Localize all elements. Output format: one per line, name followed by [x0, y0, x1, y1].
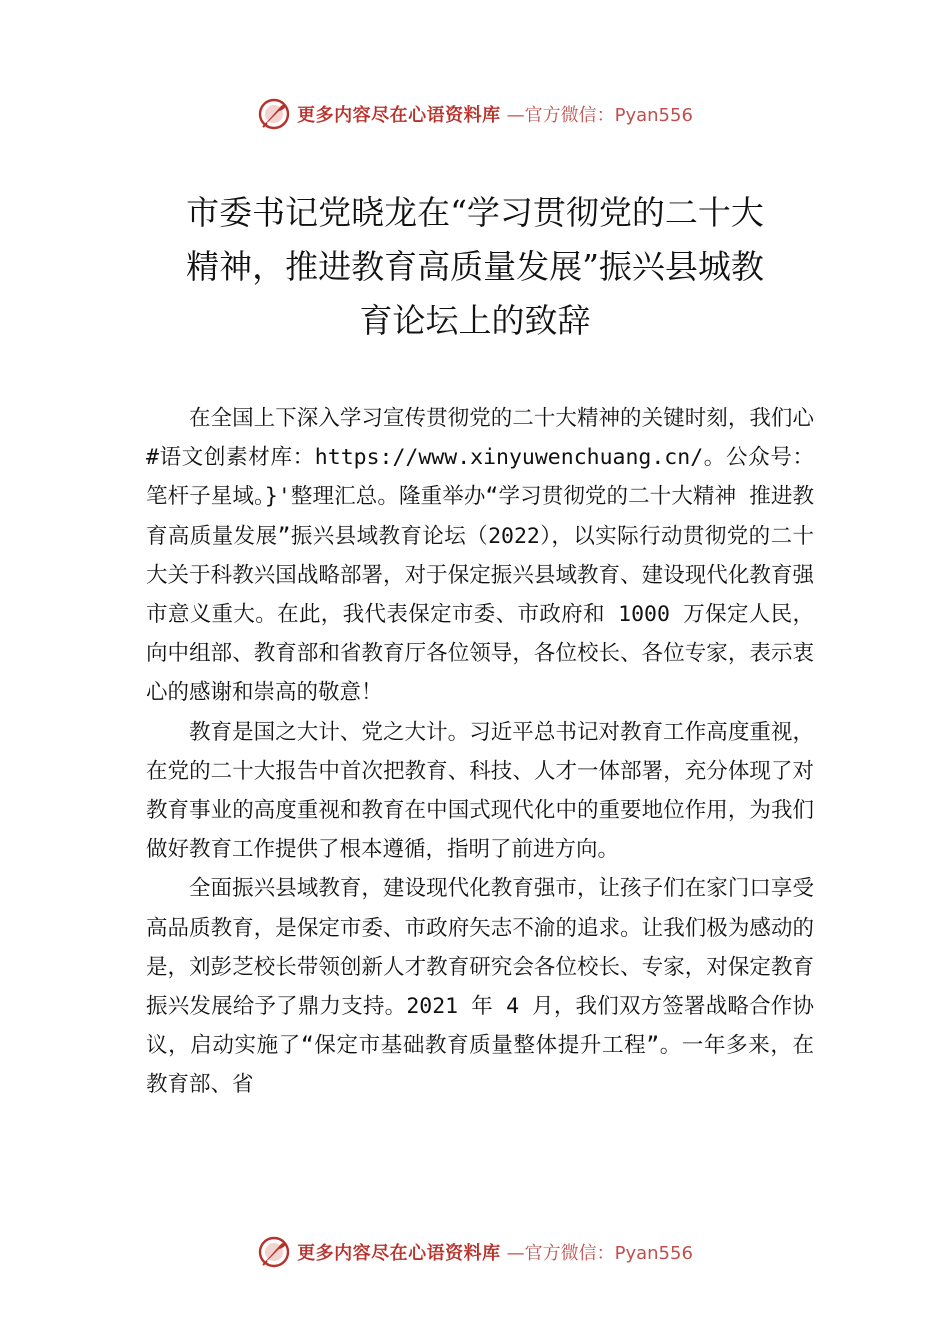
- body-paragraph: 全面振兴县域教育，建设现代化教育强市，让孩子们在家门口享受高品质教育，是保定市委、市政府矢志不渝的追求。让我们极为感动的是，刘彭芝校长带领创新人才教育研究会各位校长、专家，对保定教育振兴发展给予了鼎力支持。2021 年 4 月，我们双方签署战略合作协议，启动实施了“保定市基础教育质量整体提升工程”。一年多来，在教育部、省: [146, 876, 814, 1098]
- quill-circle-logo-icon: [257, 97, 291, 131]
- title-line: 市委书记党晓龙在“学习贯彻党的二十大: [186, 193, 764, 232]
- banner-wechat-text: —官方微信：Pyan556: [506, 105, 693, 126]
- title-line: 育论坛上的致辞: [359, 301, 591, 340]
- body-paragraph: 在全国上下深入学习宣传贯彻党的二十大精神的关键时刻，我们心#语文创素材库：https://www.xinyuwenchuang.cn/。公众号：笔杆子星域。}'整理汇总。隆重举办“学习贯彻党的二十大精神 推进教育高质量发展”振兴县域教育论坛（2022），以实际行动贯彻党的二十大关于科教兴国战略部署，对于保定振兴县域教育、建设现代化教育强市意义重大。在此，我代表保定市委、市政府和 1000 万保定人民，向中组部、教育部和省教育厅各位领导，各位校长、各位专家，表示衷心的感谢和崇高的敬意！: [146, 406, 814, 706]
- document-title: [150, 186, 800, 348]
- footer-banner: [0, 1232, 950, 1272]
- document-body: [146, 399, 814, 1105]
- body-paragraph: 教育是国之大计、党之大计。习近平总书记对教育工作高度重视，在党的二十大报告中首次把教育、科技、人才一体部署，充分体现了对教育事业的高度重视和教育在中国式现代化中的重要地位作用，为我们做好教育工作提供了根本遵循，指明了前进方向。: [146, 719, 814, 863]
- banner-promo-text: 更多内容尽在心语资料库: [297, 1243, 501, 1264]
- banner-promo-text: 更多内容尽在心语资料库: [297, 105, 501, 126]
- title-line: 精神，推进教育高质量发展”振兴县城教: [186, 247, 764, 286]
- quill-circle-logo-icon: [257, 1235, 291, 1269]
- header-banner: [0, 94, 950, 134]
- banner-wechat-text: —官方微信：Pyan556: [506, 1243, 693, 1264]
